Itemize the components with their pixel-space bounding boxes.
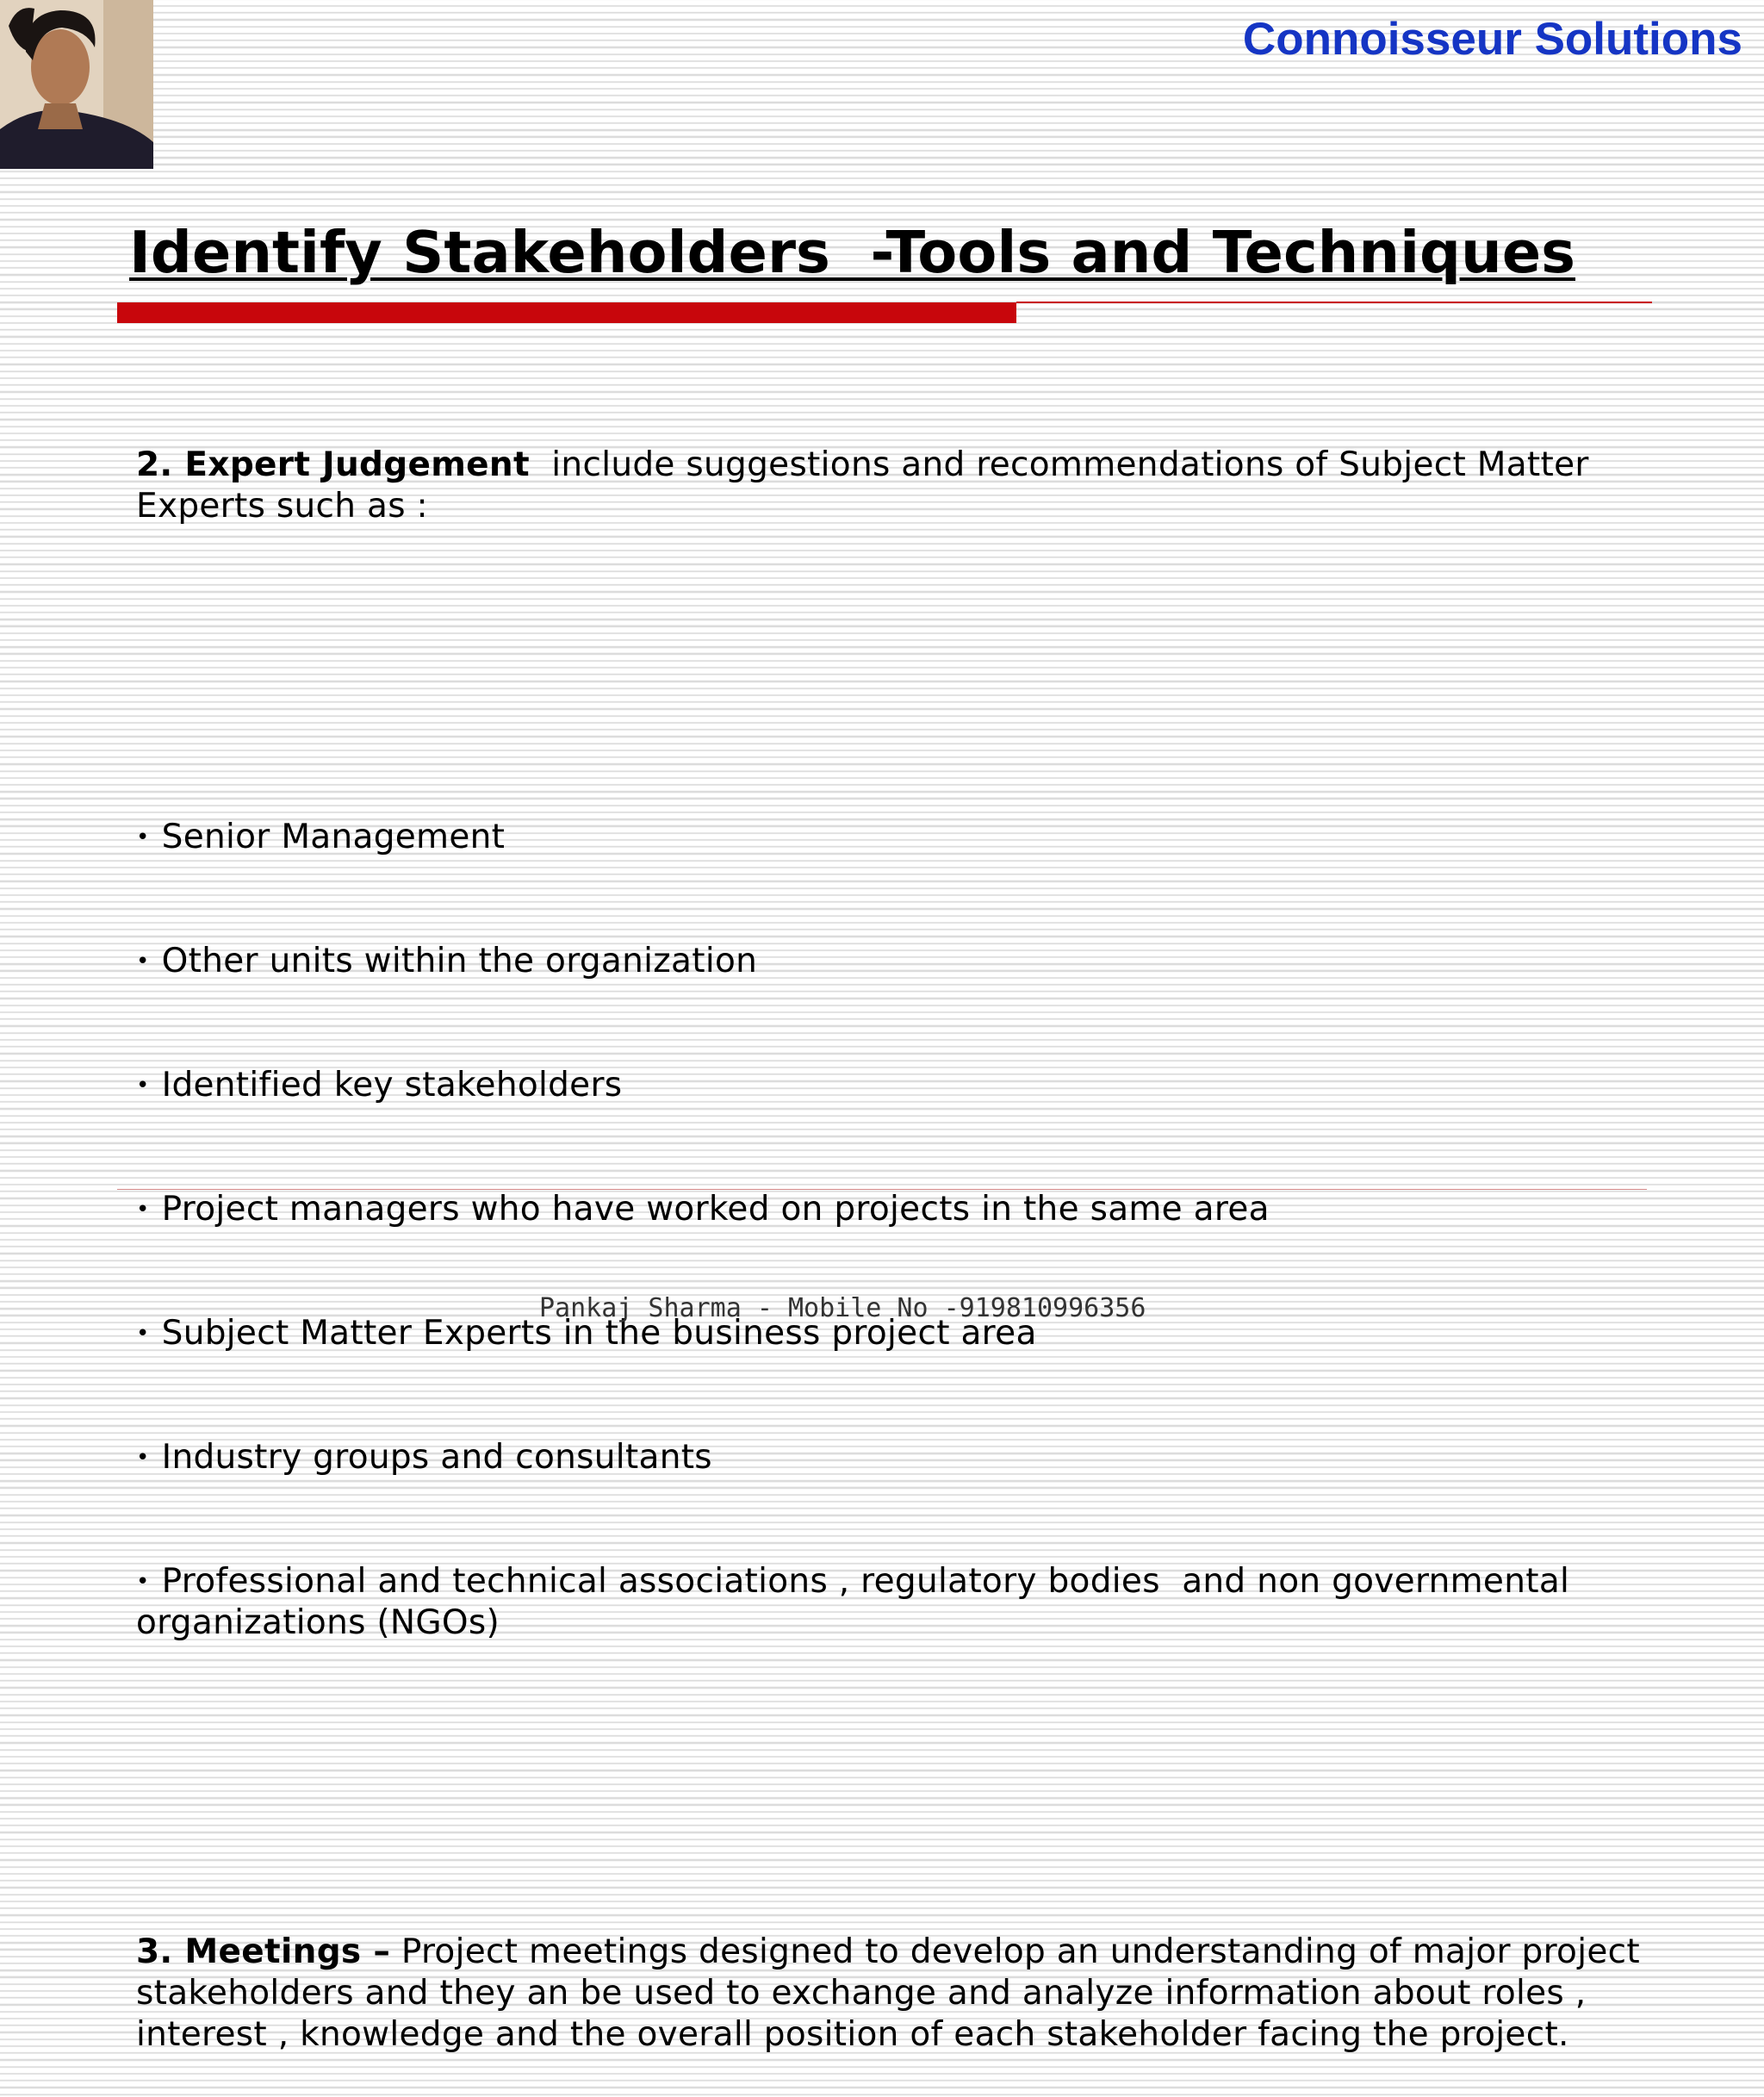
presenter-photo-icon — [0, 0, 153, 169]
bullet-icon: • — [136, 1197, 150, 1223]
list-item: • Project managers who have worked on projects in the same area — [136, 1190, 1270, 1229]
bullet-icon: • — [136, 824, 150, 850]
bullet-icon: • — [136, 949, 150, 974]
title-accent-rule — [117, 302, 1016, 323]
list-item: • Industry groups and consultants — [136, 1438, 712, 1477]
footer-divider — [117, 1189, 1647, 1190]
expert-judgement-paragraph — [136, 445, 1669, 527]
title-thin-rule — [1016, 302, 1652, 303]
list-item: • Subject Matter Experts in the business project area — [136, 1314, 1037, 1353]
expert-judgement-text: include suggestions and recommendations of Subject Matter Experts such as : — [136, 445, 1600, 526]
expert-list — [136, 734, 1669, 1727]
meetings-heading: 3. Meetings – — [136, 1932, 391, 1971]
bullet-icon: • — [136, 1569, 150, 1595]
bullet-icon: • — [136, 1445, 150, 1471]
footer-contact: Pankaj Sharma - Mobile No -919810996356 — [539, 1293, 1146, 1323]
list-item: • Senior Management — [136, 818, 506, 856]
list-item: • Identified key stakeholders — [136, 1066, 623, 1105]
list-item: • Professional and technical associations , regulatory bodies and non governmental organizations (NGOs) — [136, 1562, 1581, 1642]
meetings-paragraph — [136, 1932, 1669, 2056]
list-item: • Other units within the organization — [136, 942, 758, 980]
bullet-icon: • — [136, 1321, 150, 1347]
expert-judgement-heading: 2. Expert Judgement — [136, 445, 530, 484]
brand-title: Connoisseur Solutions — [1242, 14, 1742, 65]
bullet-icon: • — [136, 1073, 150, 1098]
slide-body — [136, 362, 1669, 2097]
meetings-text: Project meetings designed to develop an understanding of major project stakeholders and they an be used to exchange and analyze information about roles , interest , knowledge and the overall position of each stakeholder facing the project. — [136, 1932, 1651, 2054]
slide-title: Identify Stakeholders -Tools and Techniques — [129, 219, 1576, 286]
